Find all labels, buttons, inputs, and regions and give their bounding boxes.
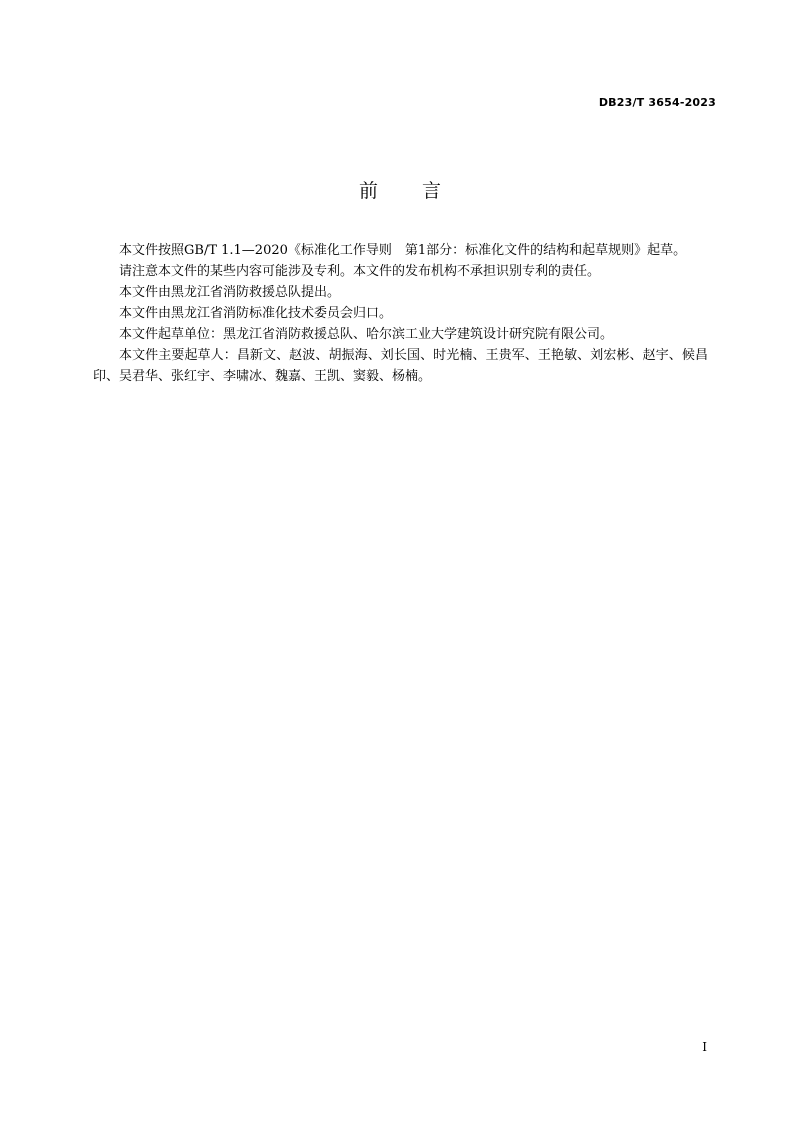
paragraph-patent-notice: 请注意本文件的某些内容可能涉及专利。本文件的发布机构不承担识别专利的责任。 — [119, 264, 601, 279]
paragraph-drafting-basis: 本文件按照GB/T 1.1—2020《标准化工作导则 第1部分：标准化文件的结构和起草规则》起草。 — [119, 243, 687, 258]
page-title — [0, 176, 800, 203]
paragraph-main-drafters: 本文件主要起草人：昌新文、赵波、胡振海、刘长国、时光楠、王贵军、王艳敏、刘宏彬、赵宇、候昌印、吴君华、张红宇、李啸冰、魏嘉、王凯、窦毅、杨楠。 — [93, 348, 708, 384]
paragraph-proposer: 本文件由黑龙江省消防救援总队提出。 — [119, 285, 341, 300]
page-number: I — [702, 1040, 707, 1054]
paragraph-centralized-management: 本文件由黑龙江省消防标准化技术委员会归口。 — [119, 306, 393, 321]
document-code: DB23/T 3654-2023 — [598, 96, 716, 109]
page-title-char-2: 言 — [422, 180, 442, 202]
paragraph-drafting-units: 本文件起草单位：黑龙江省消防救援总队、哈尔滨工业大学建筑设计研究院有限公司。 — [119, 327, 614, 342]
foreword-body — [93, 240, 708, 387]
page-title-char-1: 前 — [358, 180, 378, 202]
